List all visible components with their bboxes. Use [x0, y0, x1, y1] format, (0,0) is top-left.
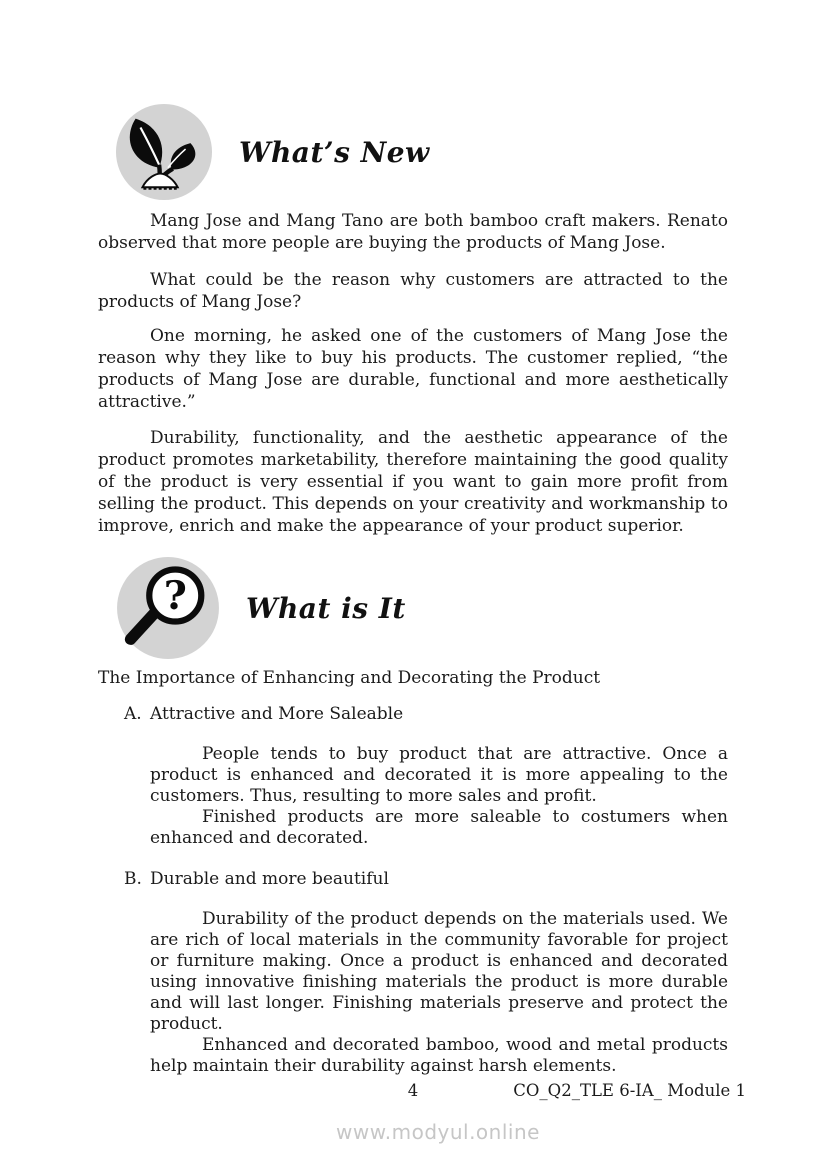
module-code: CO_Q2_TLE 6-IA_ Module 1 [513, 1081, 746, 1100]
list-item-a [98, 704, 728, 849]
paragraph: Enhanced and decorated bamboo, wood and metal products help maintain their durability against harsh elements. [150, 1035, 728, 1076]
section-title-what-is-it: What is It [246, 591, 406, 625]
paragraph: Durability, functionality, and the aesthetic appearance of the product promotes marketability, therefore maintaining the good quality of the product is very essential if you want to gain more profit from selling the product. This depends on your creativity and workmanship to improve, enrich and make the appearance of your product superior. [98, 428, 728, 536]
whats-new-banner [115, 103, 430, 201]
watermark: www.modyul.online [336, 1120, 540, 1144]
seedling-icon [115, 103, 213, 201]
list-item-body [150, 744, 728, 849]
list-item-heading [98, 704, 728, 725]
topic-heading: The Importance of Enhancing and Decorating the Product [98, 668, 601, 688]
section-title-whats-new: What’s New [239, 135, 430, 169]
paragraph: Finished products are more saleable to costumers when enhanced and decorated. [150, 807, 728, 848]
magnifier-question-icon [116, 556, 220, 660]
paragraph: What could be the reason why customers are attracted to the products of Mang Jose? [98, 270, 728, 312]
what-is-it-banner [116, 556, 406, 660]
paragraph: People tends to buy product that are attractive. Once a product is enhanced and decorated it is more appealing to the customers. Thus, resulting to more sales and profit. [150, 744, 728, 806]
svg-text:?: ? [163, 573, 187, 620]
paragraph: Durability of the product depends on the materials used. We are rich of local materials in the community favorable for project or furniture making. Once a product is enhanced and decorated using innovative finishing materials the product is more durable and will last longer. Finishing materials preserve and protect the product. [150, 909, 728, 1034]
list-item-label: A. [124, 704, 142, 724]
paragraph: Mang Jose and Mang Tano are both bamboo craft makers. Renato observed that more people are buying the products of Mang Jose. [98, 211, 728, 253]
paragraph: One morning, he asked one of the customers of Mang Jose the reason why they like to buy his products. The customer replied, “the products of Mang Jose are durable, functional and more aesthetically attractive.” [98, 326, 728, 412]
page-number: 4 [407, 1081, 419, 1100]
list-item-heading [98, 869, 728, 890]
list-item-label: B. [124, 869, 142, 889]
list-item-title: Durable and more beautiful [150, 869, 389, 889]
list-item-body [150, 909, 728, 1077]
list-item-title: Attractive and More Saleable [150, 704, 404, 724]
list-item-b [98, 869, 728, 1077]
